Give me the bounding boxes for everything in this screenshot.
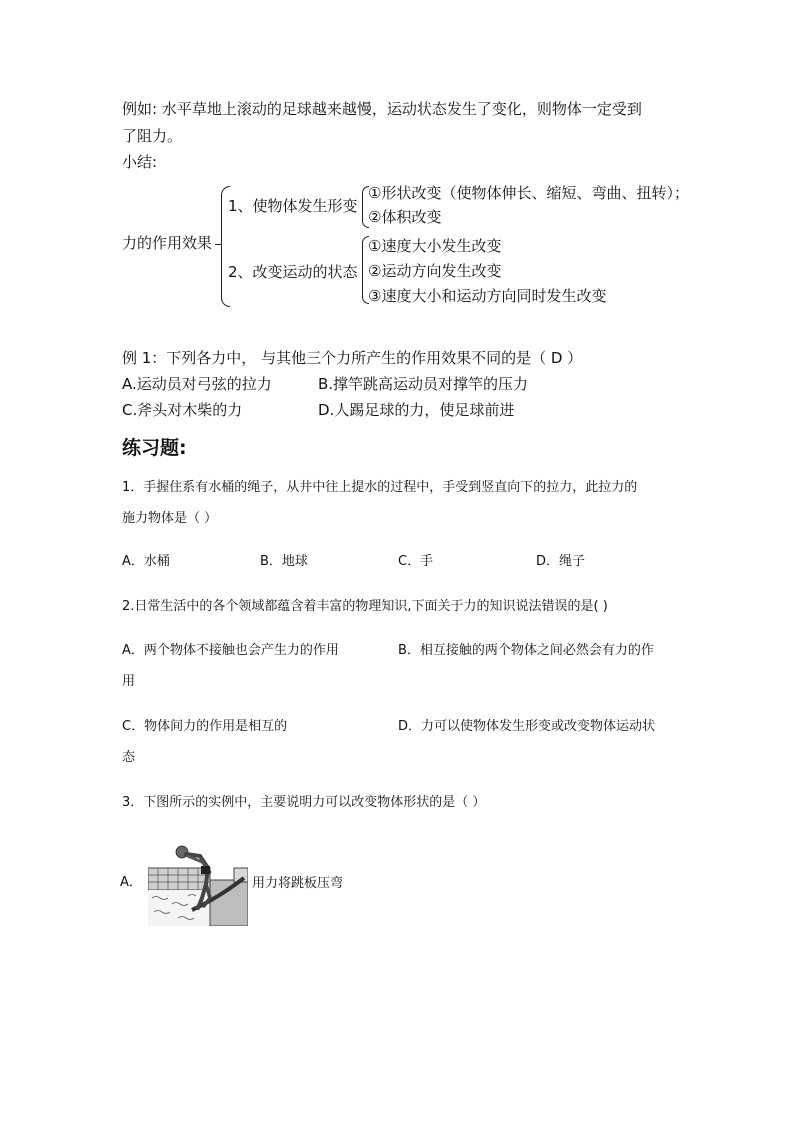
example1-option-a: A.运动员对弓弦的拉力 (122, 375, 272, 393)
q2-option-d-line1: D．力可以使物体发生形变或改变物体运动状 (398, 719, 656, 734)
q1-option-b: B．地球 (260, 554, 308, 569)
q3-line1: 3．下图所示的实例中，主要说明力可以改变物体形状的是（ ） (122, 795, 486, 810)
example-text-line2: 了阻力。 (122, 127, 183, 145)
example1-option-b: B.撑竿跳高运动员对撑竿的压力 (318, 375, 529, 393)
summary-branch2-item1: ①速度大小发生改变 (368, 237, 502, 255)
q2-option-a: A．两个物体不接触也会产生力的作用 (122, 643, 339, 658)
q1-line2: 施力物体是（ ） (122, 511, 218, 526)
diving-board-illustration (148, 840, 248, 926)
example1-option-c: C.斧头对木柴的力 (122, 401, 243, 419)
example1-question: 例 1：下列各力中， 与其他三个力所产生的作用效果不同的是（ D ） (122, 349, 583, 367)
summary-branch1-item2: ②体积改变 (368, 208, 442, 226)
q1-option-d: D．绳子 (536, 554, 586, 569)
summary-branch2-item3: ③速度大小和运动方向同时发生改变 (368, 287, 607, 305)
example1-option-d: D.人踢足球的力，使足球前进 (318, 401, 515, 419)
q2-option-c: C．物体间力的作用是相互的 (122, 719, 288, 734)
q3-option-a-caption: 用力将跳板压弯 (252, 876, 344, 891)
summary-branch1-label: 1、使物体发生形变 (228, 197, 358, 215)
q1-option-c: C．手 (398, 554, 434, 569)
q1-option-a: A．水桶 (122, 554, 170, 569)
q3-option-a-label: A． (120, 875, 142, 890)
summary-branch1-item1: ①形状改变（使物体伸长、缩短、弯曲、扭转）； (368, 184, 689, 202)
example-text-line1: 例如: 水平草地上滚动的足球越来越慢，运动状态发生了变化，则物体一定受到 (122, 100, 642, 118)
q2-line1: 2.日常生活中的各个领域都蕴含着丰富的物理知识,下面关于力的知识说法错误的是( ) (122, 599, 608, 614)
summary-label: 小结: (122, 153, 158, 171)
summary-main-brace-tip (215, 244, 221, 245)
summary-branch2-label: 2、改变运动的状态 (228, 263, 358, 281)
exercises-heading: 练习题: (122, 437, 187, 459)
summary-branch2-item2: ②运动方向发生改变 (368, 262, 502, 280)
q1-line1: 1．手握住系有水桶的绳子，从井中往上提水的过程中，手受到竖直向下的拉力，此拉力的 (122, 480, 638, 495)
q2-option-b-line1: B．相互接触的两个物体之间必然会有力的作 (398, 643, 654, 658)
summary-root: 力的作用效果 (122, 234, 213, 252)
q2-option-d-line2: 态 (122, 750, 136, 765)
q2-option-b-line2: 用 (122, 674, 136, 689)
